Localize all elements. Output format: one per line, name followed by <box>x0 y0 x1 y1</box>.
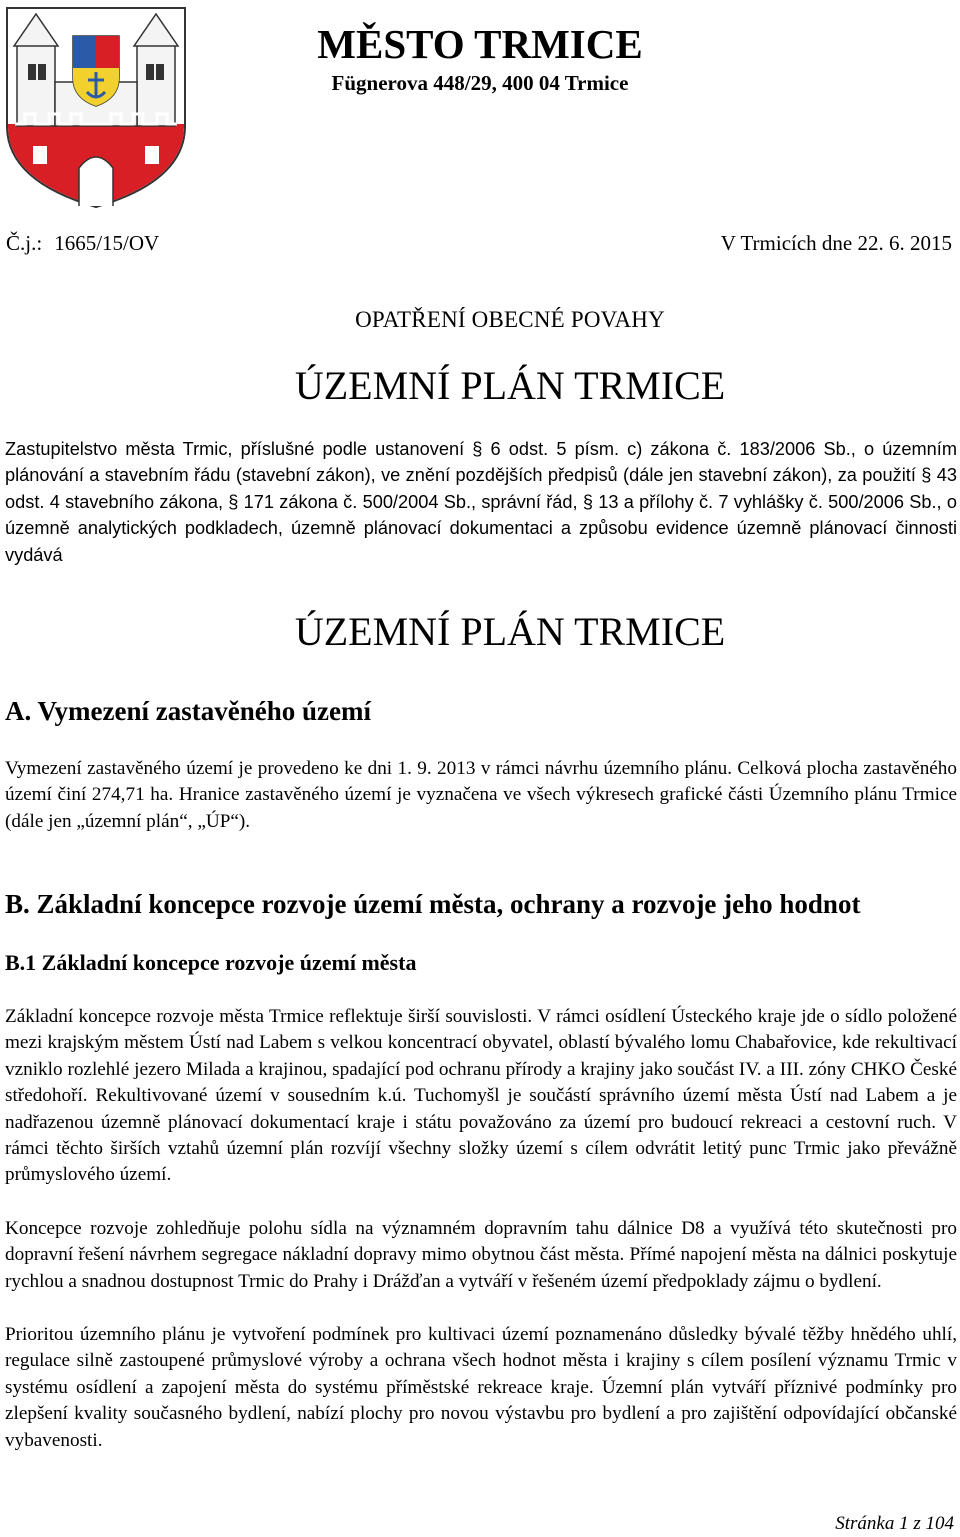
section-b1-paragraph-3: Prioritou územního plánu je vytvoření podmínek pro kultivaci území poznamenáno důsledky bývalé těžby hnědého uhlí, regulace silně zastoupené průmyslové výroby a ochrana všech hodnot města i krajiny s cílem posílení významu Trmic v systému osídlení a zapojení města do systému příměstské rekreace kraje. Územní plán vytváří příznivé podmínky pro zlepšení kvality současného bydlení, nabízí plochy pro novou výstavbu pro bydlení a pro zajištění odpovídající občanské vybavenosti. <box>5 1324 957 1451</box>
intro-paragraph: Zastupitelstvo města Trmic, příslušné podle ustanovení § 6 odst. 5 písm. c) zákona č. 183/2006 Sb., o územním plánování a stavebním řádu (stavební zákon), ve znění pozdějších předpisů (dále jen stavební zákon), za použití § 43 odst. 4 stavebního zákona, § 171 zákona č. 500/2004 Sb., správní řád, § 13 a přílohy č. 7 vyhlášky č. 500/2006 Sb., o územně analytických podkladech, územně plánovací dokumentaci a způsobu evidence územně plánovací činnosti vydává <box>5 439 957 565</box>
page-label: Stránka <box>835 1513 895 1534</box>
section-b1-heading: B.1 Základní koncepce rozvoje území města <box>5 950 417 975</box>
document-title: ÚZEMNÍ PLÁN TRMICE <box>294 363 726 408</box>
total-pages: 104 <box>925 1513 954 1534</box>
document-date: V Trmicích dne 22. 6. 2015 <box>720 231 952 255</box>
city-address: Fügnerova 448/29, 400 04 Trmice <box>331 71 629 95</box>
document-title-repeat: ÚZEMNÍ PLÁN TRMICE <box>294 609 726 654</box>
city-name: MĚSTO TRMICE <box>317 21 643 67</box>
section-b1-paragraph-2: Koncepce rozvoje zohledňuje polohu sídla na významném dopravním tahu dálnice D8 a využívá této skutečnosti pro dopravní řešení návrhem segregace nákladní dopravy mimo obytnou část města. Přímé napojení města na dálnici poskytuje rychlou a snadnou dostupnost Trmic do Prahy i Drážďan a vytváří v řešeném území předpoklady zájmu o bydlení. <box>5 1218 957 1292</box>
document-type: OPATŘENÍ OBECNÉ POVAHY <box>355 307 665 332</box>
current-page: 1 <box>899 1513 909 1534</box>
reference-number: 1665/15/OV <box>54 231 160 255</box>
reference-number-group <box>6 230 159 256</box>
section-b-heading: B. Základní koncepce rozvoje území města, ochrany a rozvoje jeho hodnot <box>5 889 861 919</box>
page-separator: z <box>913 1513 921 1534</box>
section-b1-paragraph-1: Základní koncepce rozvoje města Trmice reflektuje širší souvislosti. V rámci osídlení Ústeckého kraje jde o sídlo položené mezi krajským městem Ústí nad Labem s velkou koncentrací obyvatel, oblastí bývalého lomu Chabařovice, kde rekultivací vzniklo rozlehlé jezero Milada a krajinou, spadající pod ochranu přírody a krajiny jako součást IV. a III. zóny CHKO České středohoří. Rekultivované území v sousedním k.ú. Tuchomyšl je součástí správního území města Ústí nad Labem a je nadřazenou územně plánovací dokumentací kraje i státu považováno za území pro budoucí rekreaci a cestovní ruch. V rámci těchto širších vztahů územní plán rozvíjí všechny složky území s cílem odvrátit letitý punc Trmic jako převážně průmyslového území. <box>5 1006 957 1186</box>
section-a-text: Vymezení zastavěného území je provedeno ke dni 1. 9. 2013 v rámci návrhu územního plánu. Celková plocha zastavěného území činí 274,71 ha. Hranice zastavěného území je vyznačena ve všech výkresech grafické části Územního plánu Trmice (dále jen „územní plán“, „ÚP“). <box>5 758 957 832</box>
coat-of-arms-icon <box>5 6 187 209</box>
reference-label: Č.j.: <box>6 231 43 255</box>
section-a-heading: A. Vymezení zastavěného území <box>5 696 371 726</box>
page-number <box>835 1512 954 1536</box>
reference-row <box>6 230 952 256</box>
